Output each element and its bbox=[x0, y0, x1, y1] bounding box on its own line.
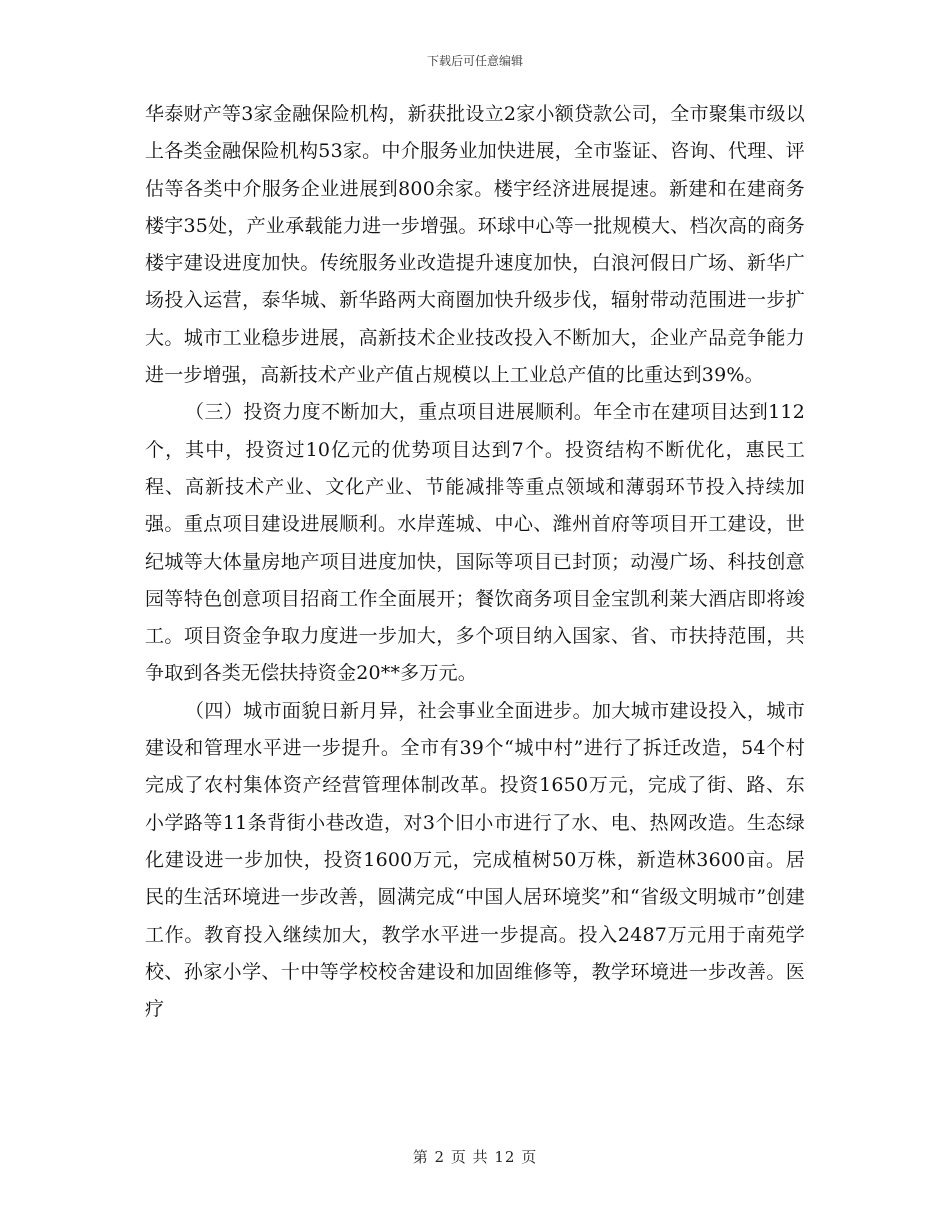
paragraph-investment-projects: （三）投资力度不断加大，重点项目进展顺利。年全市在建项目达到112个，其中，投资过10亿元的优势项目达到7个。投资结构不断优化，惠民工程、高新技术产业、文化产业、节能减排等重点领域和薄弱环节投入持续加强。重点项目建设进展顺利。水岸莲城、中心、潍州首府等项目开工建设，世纪城等大体量房地产项目进度加快，国际等项目已封顶；动漫广场、科技创意园等特色创意项目招商工作全面展开；餐饮商务项目金宝凯利莱大酒店即将竣工。项目资金争取力度进一步加大，多个项目纳入国家、省、市扶持范围，共争取到各类无偿扶持资金20**多万元。 bbox=[145, 401, 805, 685]
document-body bbox=[145, 96, 805, 1028]
page-number-footer: 第 2 页 共 12 页 bbox=[412, 1148, 538, 1166]
paragraph-finance-services: 华泰财产等3家金融保险机构，新获批设立2家小额贷款公司，全市聚集市级以上各类金融保险机构53家。中介服务业加快进展，全市鉴证、咨询、代理、评估等各类中介服务企业进展到800余家。楼宇经济进展提速。新建和在建商务楼宇35处，产业承载能力进一步增强。环球中心等一批规模大、档次高的商务楼宇建设进度加快。传统服务业改造提升速度加快，白浪河假日广场、新华广场投入运营，泰华城、新华路两大商圈加快升级步伐，辐射带动范围进一步扩大。城市工业稳步进展，高新技术企业技改投入不断加大，企业产品竞争能力进一步增强，高新技术产业产值占规模以上工业总产值的比重达到39%。 bbox=[145, 103, 805, 387]
page-header: 下载后可任意编辑 bbox=[426, 54, 523, 68]
paragraph-city-appearance: （四）城市面貌日新月异，社会事业全面进步。加大城市建设投入，城市建设和管理水平进一步提升。全市有39个“城中村”进行了拆迁改造，54个村完成了农村集体资产经营管理体制改革。投资1650万元，完成了街、路、东小学路等11条背街小巷改造，对3个旧小市进行了水、电、热网改造。生态绿化建设进一步加快，投资1600万元，完成植树50万株，新造林3600亩。居民的生活环境进一步改善，圆满完成“中国人居环境奖”和“省级文明城市”创建工作。教育投入继续加大，教学水平进一步提高。投入2487万元用于南苑学校、孙家小学、十中等学校校舍建设和加固维修等，教学环境进一步改善。医疗 bbox=[145, 699, 805, 1021]
